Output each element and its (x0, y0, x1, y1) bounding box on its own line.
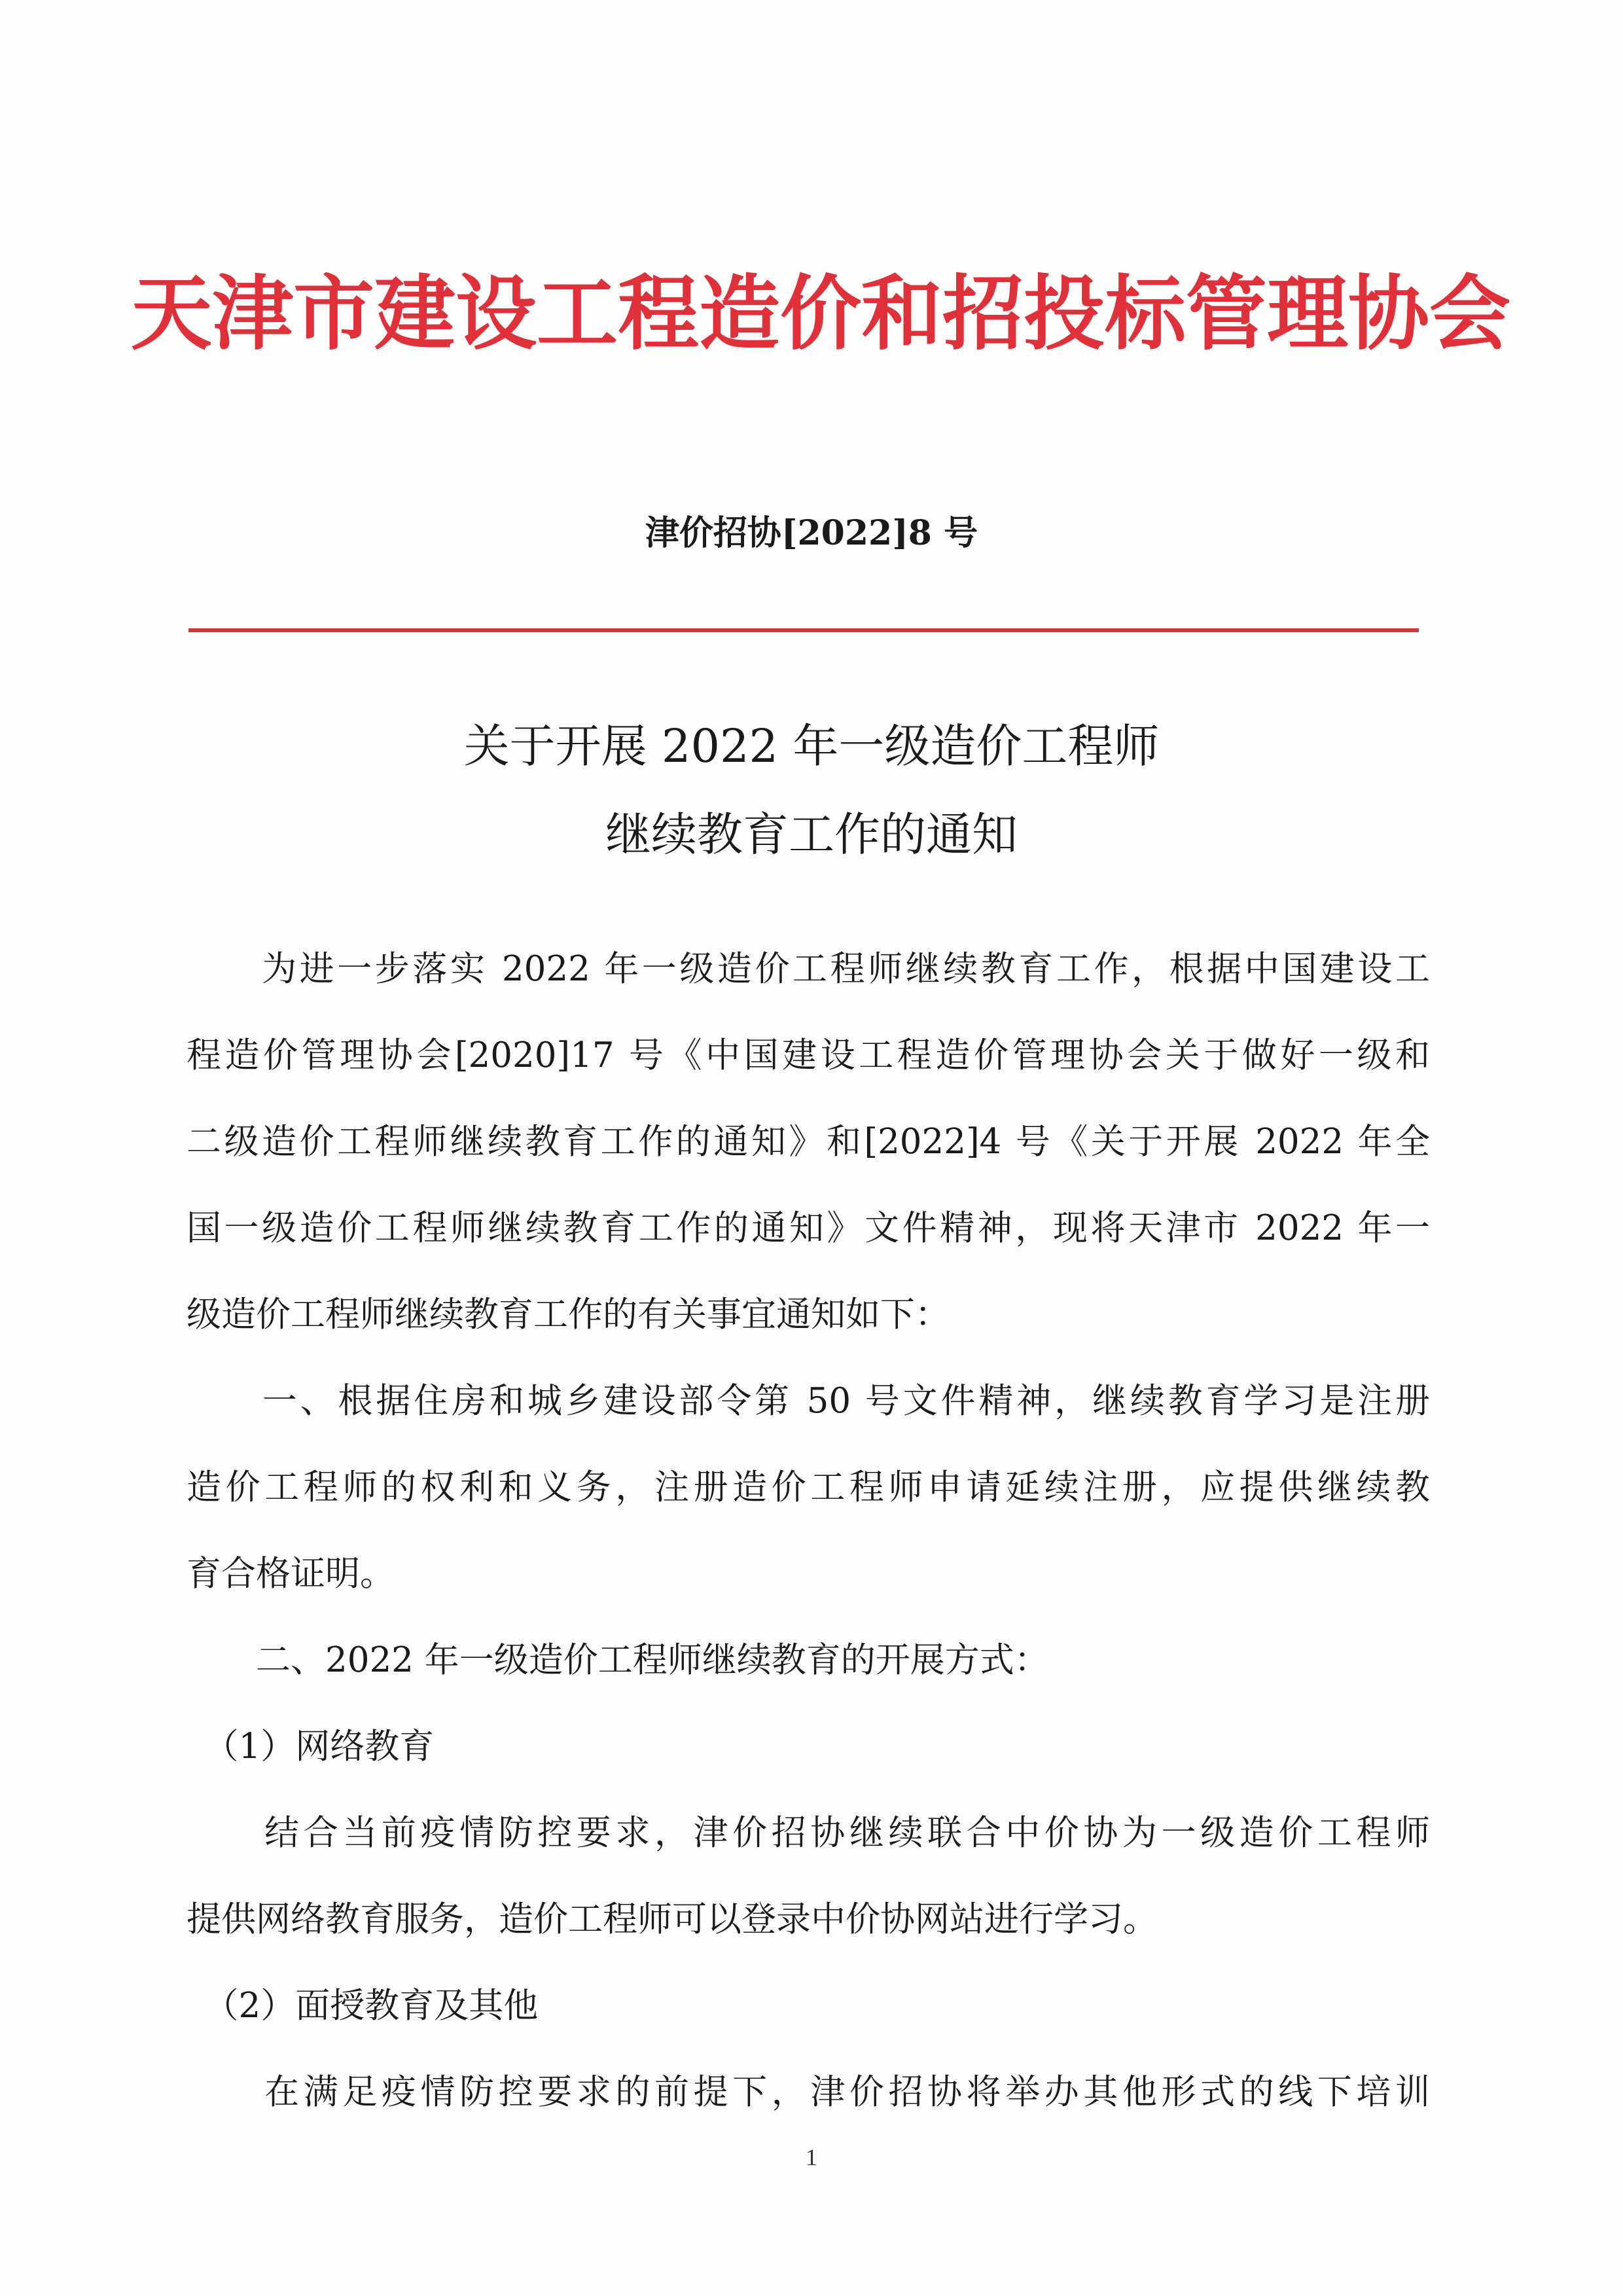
item-one-paragraph (187, 1358, 1430, 1617)
sub-item-two-text (187, 2049, 1430, 2136)
text-line: 造价工程师的权利和义务，注册造价工程师申请延续注册，应提供继续教 (187, 1467, 1430, 1507)
red-divider-rule (188, 628, 1419, 632)
text-line: 国一级造价工程师继续教育工作的通知》文件精神，现将天津市 2022 年一 (187, 1208, 1430, 1248)
item-two-heading (187, 1617, 1430, 1704)
text-line: 结合当前疫情防控要求，津价招协继续联合中价协为一级造价工程师 (187, 1813, 1430, 1853)
text-line: 一、根据住房和城乡建设部令第 50 号文件精神，继续教育学习是注册 (187, 1381, 1430, 1421)
text-line: 在满足疫情防控要求的前提下，津价招协将举办其他形式的线下培训 (187, 2072, 1430, 2112)
text-line: （1）网络教育 (187, 1727, 435, 1767)
sub-item-one-text (187, 1790, 1430, 1963)
letterhead: 天津市建设工程造价和招投标管理协会 (131, 266, 1511, 361)
text-line: （2）面授教育及其他 (187, 1986, 539, 2026)
text-line: 育合格证明。 (187, 1554, 395, 1594)
document-number: 津价招协[2022]8 号 (645, 513, 978, 553)
text-line: 程造价管理协会[2020]17 号《中国建设工程造价管理协会关于做好一级和 (187, 1035, 1430, 1075)
text-line: 提供网络教育服务，造价工程师可以登录中价协网站进行学习。 (187, 1899, 1158, 1939)
intro-paragraph (187, 926, 1430, 1358)
text-line: 为进一步落实 2022 年一级造价工程师继续教育工作，根据中国建设工 (187, 949, 1430, 989)
text-line: 二级造价工程师继续教育工作的通知》和[2022]4 号《关于开展 2022 年全 (187, 1122, 1430, 1162)
title-line-1: 关于开展 2022 年一级造价工程师 (463, 719, 1160, 773)
sub-item-one-heading (187, 1704, 1430, 1790)
text-line: 级造价工程师继续教育工作的有关事宜通知如下： (187, 1295, 950, 1335)
sub-item-two-heading (187, 1963, 1430, 2049)
text-line: 二、2022 年一级造价工程师继续教育的开展方式： (187, 1640, 1049, 1680)
title-line-2: 继续教育工作的通知 (605, 808, 1018, 861)
page-number: 1 (806, 2144, 817, 2170)
